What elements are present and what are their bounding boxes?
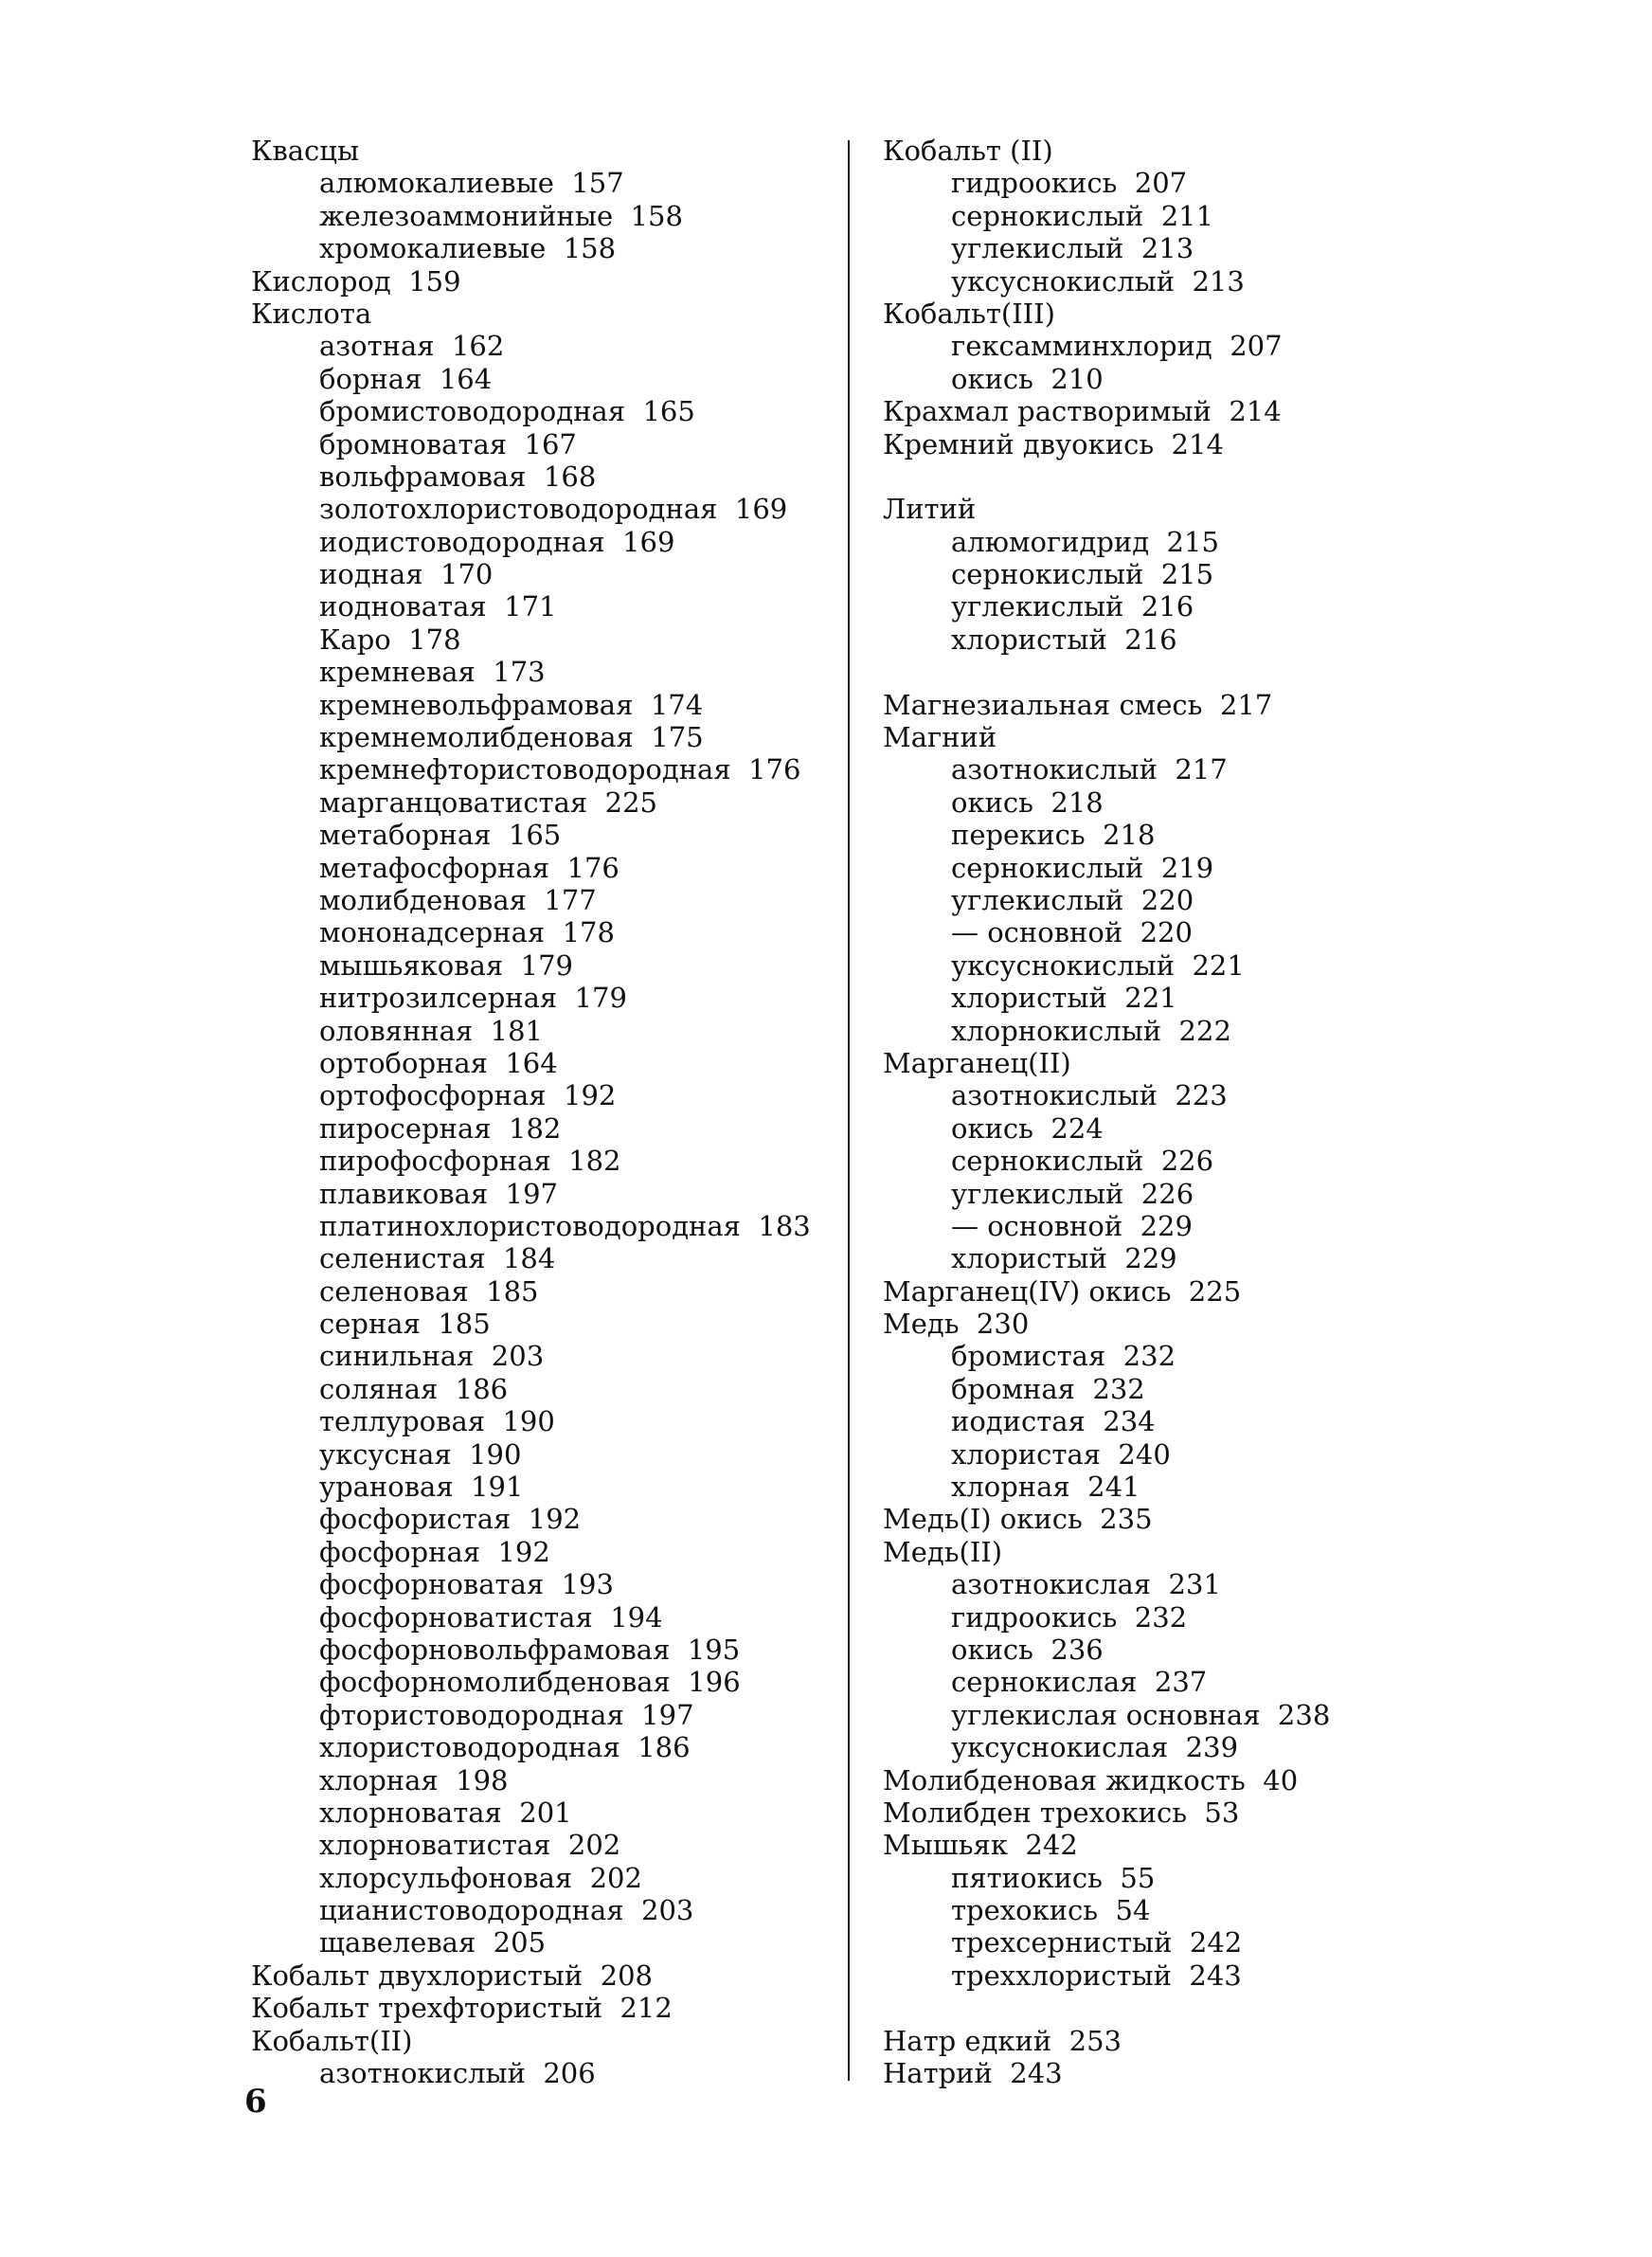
index-subentry: иодистая 234 bbox=[951, 1405, 1156, 1438]
index-subentry: гидроокись 207 bbox=[951, 167, 1188, 200]
index-subentry: треххлористый 243 bbox=[951, 1959, 1242, 1992]
index-column-left bbox=[251, 135, 811, 2089]
index-subentry: иодистоводородная 169 bbox=[319, 525, 675, 558]
index-subentry: платинохлористоводородная 183 bbox=[319, 1209, 811, 1242]
index-subentry: гексамминхлорид 207 bbox=[951, 330, 1283, 363]
index-subentry: сернокислый 226 bbox=[951, 1145, 1214, 1178]
index-subentry: трехокись 54 bbox=[951, 1894, 1151, 1927]
index-subentry: кремневая 173 bbox=[319, 656, 546, 689]
index-subentry: сернокислый 219 bbox=[951, 851, 1214, 884]
index-subentry: хлорноватистая 202 bbox=[319, 1829, 621, 1862]
index-subentry: фосфорноватая 193 bbox=[319, 1568, 614, 1601]
index-subentry: метаборная 165 bbox=[319, 819, 562, 852]
index-entry: Медь(I) окись 235 bbox=[883, 1503, 1153, 1536]
index-subentry: перекись 218 bbox=[951, 819, 1156, 852]
index-subentry: уксуснокислый 221 bbox=[951, 948, 1245, 982]
index-subentry: хромокалиевые 158 bbox=[319, 232, 617, 265]
index-entry: Марганец(II) bbox=[883, 1046, 1071, 1079]
index-subentry: углекислый 226 bbox=[951, 1177, 1194, 1210]
index-subentry: ортоборная 164 bbox=[319, 1046, 558, 1079]
index-subentry: — основной 220 bbox=[951, 916, 1193, 949]
index-column-right bbox=[883, 135, 1330, 2089]
index-subentry: азотная 162 bbox=[319, 330, 505, 363]
index-subentry: хлорная 198 bbox=[319, 1763, 509, 1797]
index-entry: Молибден трехокись 53 bbox=[883, 1796, 1240, 1829]
index-entry: Натр едкий 253 bbox=[883, 2024, 1122, 2057]
index-subentry: фтористоводородная 197 bbox=[319, 1698, 694, 1731]
index-subentry: щавелевая 205 bbox=[319, 1926, 547, 1959]
index-subentry: азотнокислый 206 bbox=[319, 2057, 596, 2090]
index-subentry: золотохлористоводородная 169 bbox=[319, 493, 788, 526]
index-entry: Крахмал растворимый 214 bbox=[883, 395, 1282, 428]
index-subentry: фосфорная 192 bbox=[319, 1535, 550, 1568]
index-subentry: железоаммонийные 158 bbox=[319, 199, 683, 232]
index-spacer bbox=[883, 460, 1330, 493]
index-entry: Магний bbox=[883, 721, 997, 754]
index-subentry: кремневольфрамовая 174 bbox=[319, 688, 704, 721]
index-entry: Мышьяк 242 bbox=[883, 1829, 1078, 1862]
index-subentry: фосфористая 192 bbox=[319, 1503, 582, 1536]
index-entry: Кислород 159 bbox=[251, 264, 461, 298]
index-subentry: хлористый 221 bbox=[951, 982, 1177, 1015]
index-entry: Кобальт(III) bbox=[883, 297, 1055, 330]
index-spacer bbox=[883, 1992, 1330, 2024]
index-subentry: бромистая 232 bbox=[951, 1340, 1176, 1373]
index-subentry: урановая 191 bbox=[319, 1471, 524, 1504]
index-subentry: алюмокалиевые 157 bbox=[319, 167, 624, 200]
index-subentry: Каро 178 bbox=[319, 623, 461, 656]
index-subentry: бромная 232 bbox=[951, 1372, 1145, 1405]
index-subentry: хлористый 229 bbox=[951, 1242, 1177, 1275]
index-subentry: сернокислая 237 bbox=[951, 1666, 1208, 1699]
index-subentry: азотнокислый 223 bbox=[951, 1079, 1228, 1112]
index-subentry: марганцоватистая 225 bbox=[319, 785, 657, 819]
index-subentry: — основной 229 bbox=[951, 1209, 1193, 1242]
index-subentry: кремнефтористоводородная 176 bbox=[319, 753, 801, 786]
index-subentry: пиросерная 182 bbox=[319, 1111, 562, 1145]
index-subentry: фосфорновольфрамовая 195 bbox=[319, 1633, 741, 1666]
index-subentry: мононадсерная 178 bbox=[319, 916, 615, 949]
index-entry: Кремний двуокись 214 bbox=[883, 427, 1224, 460]
index-entry: Медь 230 bbox=[883, 1308, 1030, 1341]
index-subentry: пятиокись 55 bbox=[951, 1861, 1156, 1894]
index-subentry: серная 185 bbox=[319, 1308, 491, 1341]
index-subentry: сернокислый 211 bbox=[951, 199, 1214, 232]
index-entry: Натрий 243 bbox=[883, 2057, 1063, 2090]
index-subentry: вольфрамовая 168 bbox=[319, 460, 597, 493]
index-subentry: бромноватая 167 bbox=[319, 427, 577, 460]
index-subentry: пирофосфорная 182 bbox=[319, 1145, 621, 1178]
index-entry: Кобальт трехфтористый 212 bbox=[251, 1992, 673, 2025]
index-subentry: иодная 170 bbox=[319, 558, 494, 591]
index-entry: Кобальт(II) bbox=[251, 2024, 413, 2057]
index-subentry: цианистоводородная 203 bbox=[319, 1894, 694, 1927]
index-subentry: окись 224 bbox=[951, 1111, 1104, 1145]
index-subentry: оловянная 181 bbox=[319, 1014, 543, 1047]
index-subentry: уксуснокислая 239 bbox=[951, 1731, 1239, 1764]
index-subentry: окись 210 bbox=[951, 362, 1104, 395]
index-subentry: фосфорномолибденовая 196 bbox=[319, 1666, 741, 1699]
index-entry: Марганец(IV) окись 225 bbox=[883, 1274, 1242, 1308]
index-subentry: хлористая 240 bbox=[951, 1437, 1171, 1471]
index-subentry: хлорсульфоновая 202 bbox=[319, 1861, 642, 1894]
index-entry: Квасцы bbox=[251, 135, 360, 167]
index-subentry: бромистоводородная 165 bbox=[319, 395, 695, 428]
index-entry: Кобальт двухлористый 208 bbox=[251, 1959, 653, 1992]
index-subentry: борная 164 bbox=[319, 362, 493, 395]
index-entry: Литий bbox=[883, 493, 977, 526]
index-subentry: хлорная 241 bbox=[951, 1471, 1140, 1504]
index-subentry: алюмогидрид 215 bbox=[951, 525, 1219, 558]
index-subentry: окись 236 bbox=[951, 1633, 1104, 1666]
index-subentry: плавиковая 197 bbox=[319, 1177, 558, 1210]
index-entry: Молибденовая жидкость 40 bbox=[883, 1763, 1299, 1797]
index-subentry: мышьяковая 179 bbox=[319, 948, 573, 982]
index-subentry: селенистая 184 bbox=[319, 1242, 556, 1275]
index-subentry: углекислая основная 238 bbox=[951, 1698, 1331, 1731]
index-subentry: уксусная 190 bbox=[319, 1437, 522, 1471]
index-subentry: ортофосфорная 192 bbox=[319, 1079, 617, 1112]
index-subentry: трехсернистый 242 bbox=[951, 1926, 1243, 1959]
index-subentry: азотнокислый 217 bbox=[951, 753, 1228, 786]
index-subentry: углекислый 220 bbox=[951, 883, 1194, 916]
index-entry: Магнезиальная смесь 217 bbox=[883, 688, 1273, 721]
index-subentry: синильная 203 bbox=[319, 1340, 545, 1373]
index-subentry: хлорнокислый 222 bbox=[951, 1014, 1231, 1047]
index-subentry: теллуровая 190 bbox=[319, 1405, 555, 1438]
index-entry: Кобальт (II) bbox=[883, 135, 1053, 167]
index-entry: Кислота bbox=[251, 297, 372, 330]
index-subentry: хлористоводородная 186 bbox=[319, 1731, 691, 1764]
index-entry: Медь(II) bbox=[883, 1535, 1003, 1568]
index-subentry: окись 218 bbox=[951, 785, 1104, 819]
index-subentry: иодноватая 171 bbox=[319, 590, 557, 623]
index-subentry: азотнокислая 231 bbox=[951, 1568, 1221, 1601]
index-subentry: углекислый 213 bbox=[951, 232, 1194, 265]
index-subentry: метафосфорная 176 bbox=[319, 851, 620, 884]
index-subentry: уксуснокислый 213 bbox=[951, 264, 1245, 298]
index-subentry: селеновая 185 bbox=[319, 1274, 539, 1308]
index-subentry: хлорноватая 201 bbox=[319, 1796, 572, 1829]
index-subentry: молибденовая 177 bbox=[319, 883, 597, 916]
index-subentry: гидроокись 232 bbox=[951, 1600, 1188, 1634]
index-subentry: сернокислый 215 bbox=[951, 558, 1214, 591]
index-subentry: фосфорноватистая 194 bbox=[319, 1600, 663, 1634]
index-subentry: хлористый 216 bbox=[951, 623, 1177, 656]
index-subentry: соляная 186 bbox=[319, 1372, 509, 1405]
column-divider bbox=[848, 140, 850, 2081]
index-subentry: нитрозилсерная 179 bbox=[319, 982, 627, 1015]
index-subentry: углекислый 216 bbox=[951, 590, 1194, 623]
index-spacer bbox=[883, 656, 1330, 688]
index-subentry: кремнемолибденовая 175 bbox=[319, 721, 704, 754]
page-number: 6 bbox=[244, 2083, 267, 2121]
